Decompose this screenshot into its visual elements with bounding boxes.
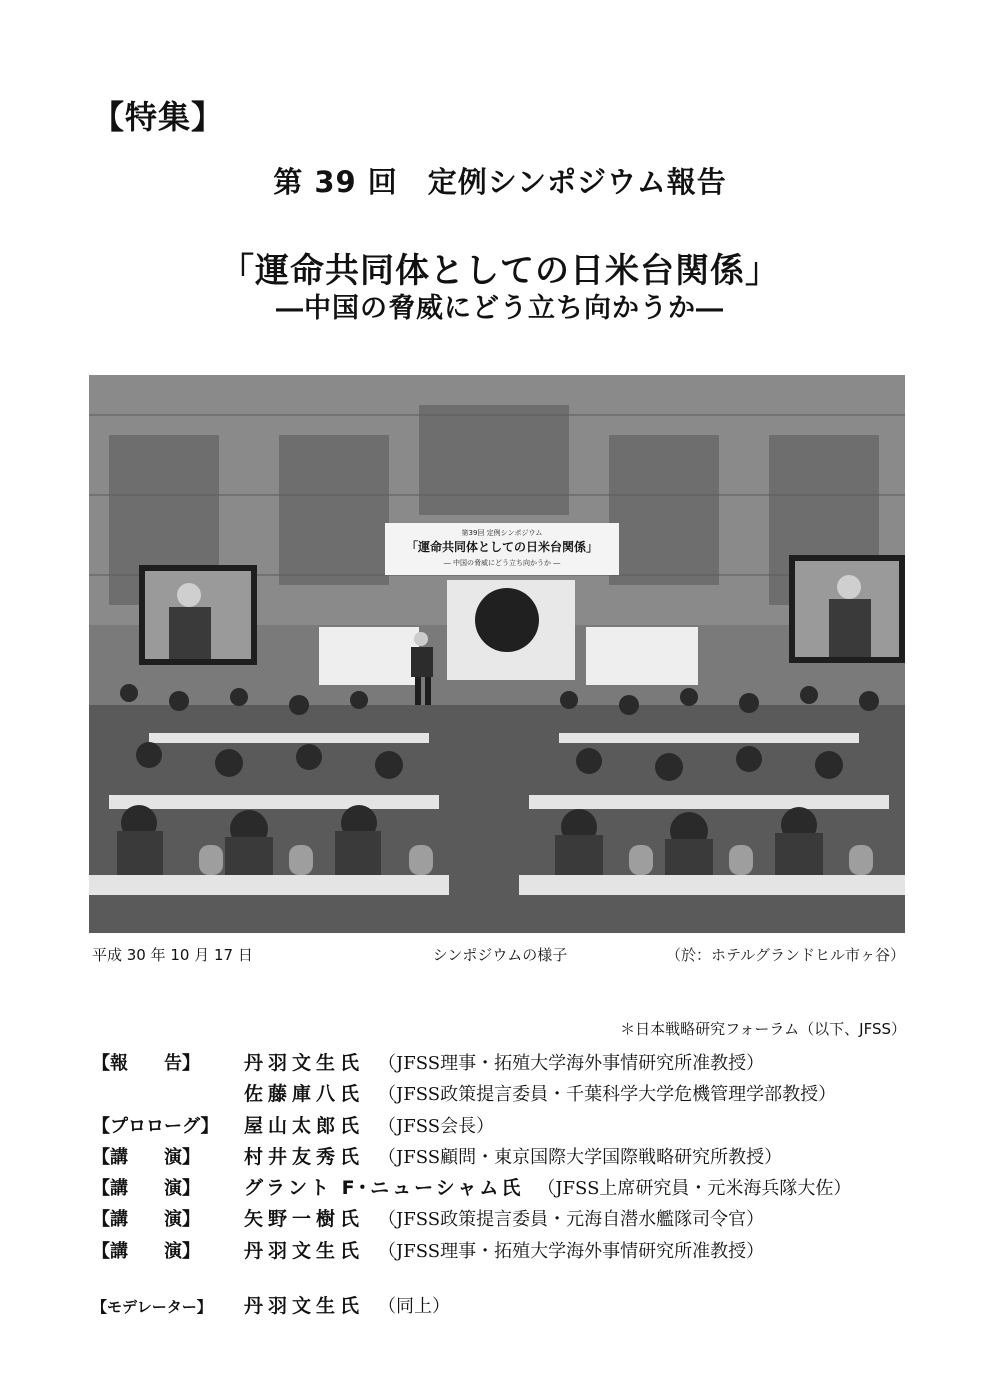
sub-title: ―中国の脅威にどう立ち向かうか― <box>276 293 724 324</box>
roster-role: 【報 告】 <box>92 1053 200 1074</box>
roster-name: 佐藤庫八氏 <box>244 1083 365 1106</box>
roster-row <box>92 1204 912 1235</box>
footnote: ＊日本戦略研究フォーラム（以下、JFSS） <box>620 1020 906 1038</box>
roster-role: 【講 演】 <box>92 1209 200 1231</box>
roster-affiliation: （JFSS政策提言委員・千葉科学大学危機管理学部教授） <box>378 1084 837 1106</box>
moderator-affiliation: （同上） <box>378 1296 451 1318</box>
caption-title: シンポジウムの様子 <box>432 946 568 964</box>
roster-row <box>92 1079 912 1110</box>
caption-date: 平成 30 年 10 月 17 日 <box>92 946 253 964</box>
roster-affiliation: （JFSS顧問・東京国際大学国際戦略研究所教授） <box>378 1146 783 1168</box>
report-title: 第 39 回 定例シンポジウム報告 <box>273 165 727 199</box>
banner-line1: 第39回 定例シンポジウム <box>461 529 543 537</box>
moderator-name: 丹羽文生氏 <box>244 1295 365 1318</box>
roster-role: 【講 演】 <box>92 1178 200 1200</box>
speaker-roster <box>92 1048 912 1322</box>
roster-row <box>92 1048 912 1079</box>
roster-role: 【講 演】 <box>92 1146 200 1168</box>
symposium-photo <box>89 375 905 933</box>
roster-affiliation: （JFSS理事・拓殖大学海外事情研究所准教授） <box>378 1240 765 1262</box>
roster-affiliation: （JFSS会長） <box>378 1115 495 1137</box>
moderator-row <box>92 1291 912 1322</box>
roster-row <box>92 1142 912 1173</box>
roster-affiliation: （JFSS理事・拓殖大学海外事情研究所准教授） <box>378 1053 765 1074</box>
main-title: 「運命共同体としての日米台関係」 <box>220 251 780 291</box>
roster-affiliation: （JFSS政策提言委員・元海自潜水艦隊司令官） <box>378 1209 765 1231</box>
moderator-role: 【モデレーター】 <box>92 1298 212 1317</box>
roster-name: 矢野一樹氏 <box>244 1208 365 1231</box>
banner-line3: ― 中国の脅威にどう立ち向かうか ― <box>443 559 561 567</box>
roster-name: 屋山太郎氏 <box>244 1114 365 1137</box>
section-label: 【特集】 <box>92 98 225 136</box>
roster-affiliation: （JFSS上席研究員・元米海兵隊大佐） <box>537 1178 852 1200</box>
roster-role: 【講 演】 <box>92 1240 200 1262</box>
roster-row <box>92 1173 912 1204</box>
roster-role: 【プロローグ】 <box>92 1115 219 1137</box>
caption-venue: （於：ホテルグランドヒル市ヶ谷） <box>666 946 905 964</box>
roster-row <box>92 1111 912 1142</box>
roster-name: グラント F･ニューシャム氏 <box>244 1177 524 1200</box>
banner-line2: 「運命共同体としての日米台関係」 <box>405 540 599 554</box>
roster-row <box>92 1236 912 1267</box>
roster-name: 丹羽文生氏 <box>244 1052 365 1074</box>
roster-name: 丹羽文生氏 <box>244 1239 365 1262</box>
roster-name: 村井友秀氏 <box>244 1145 365 1168</box>
